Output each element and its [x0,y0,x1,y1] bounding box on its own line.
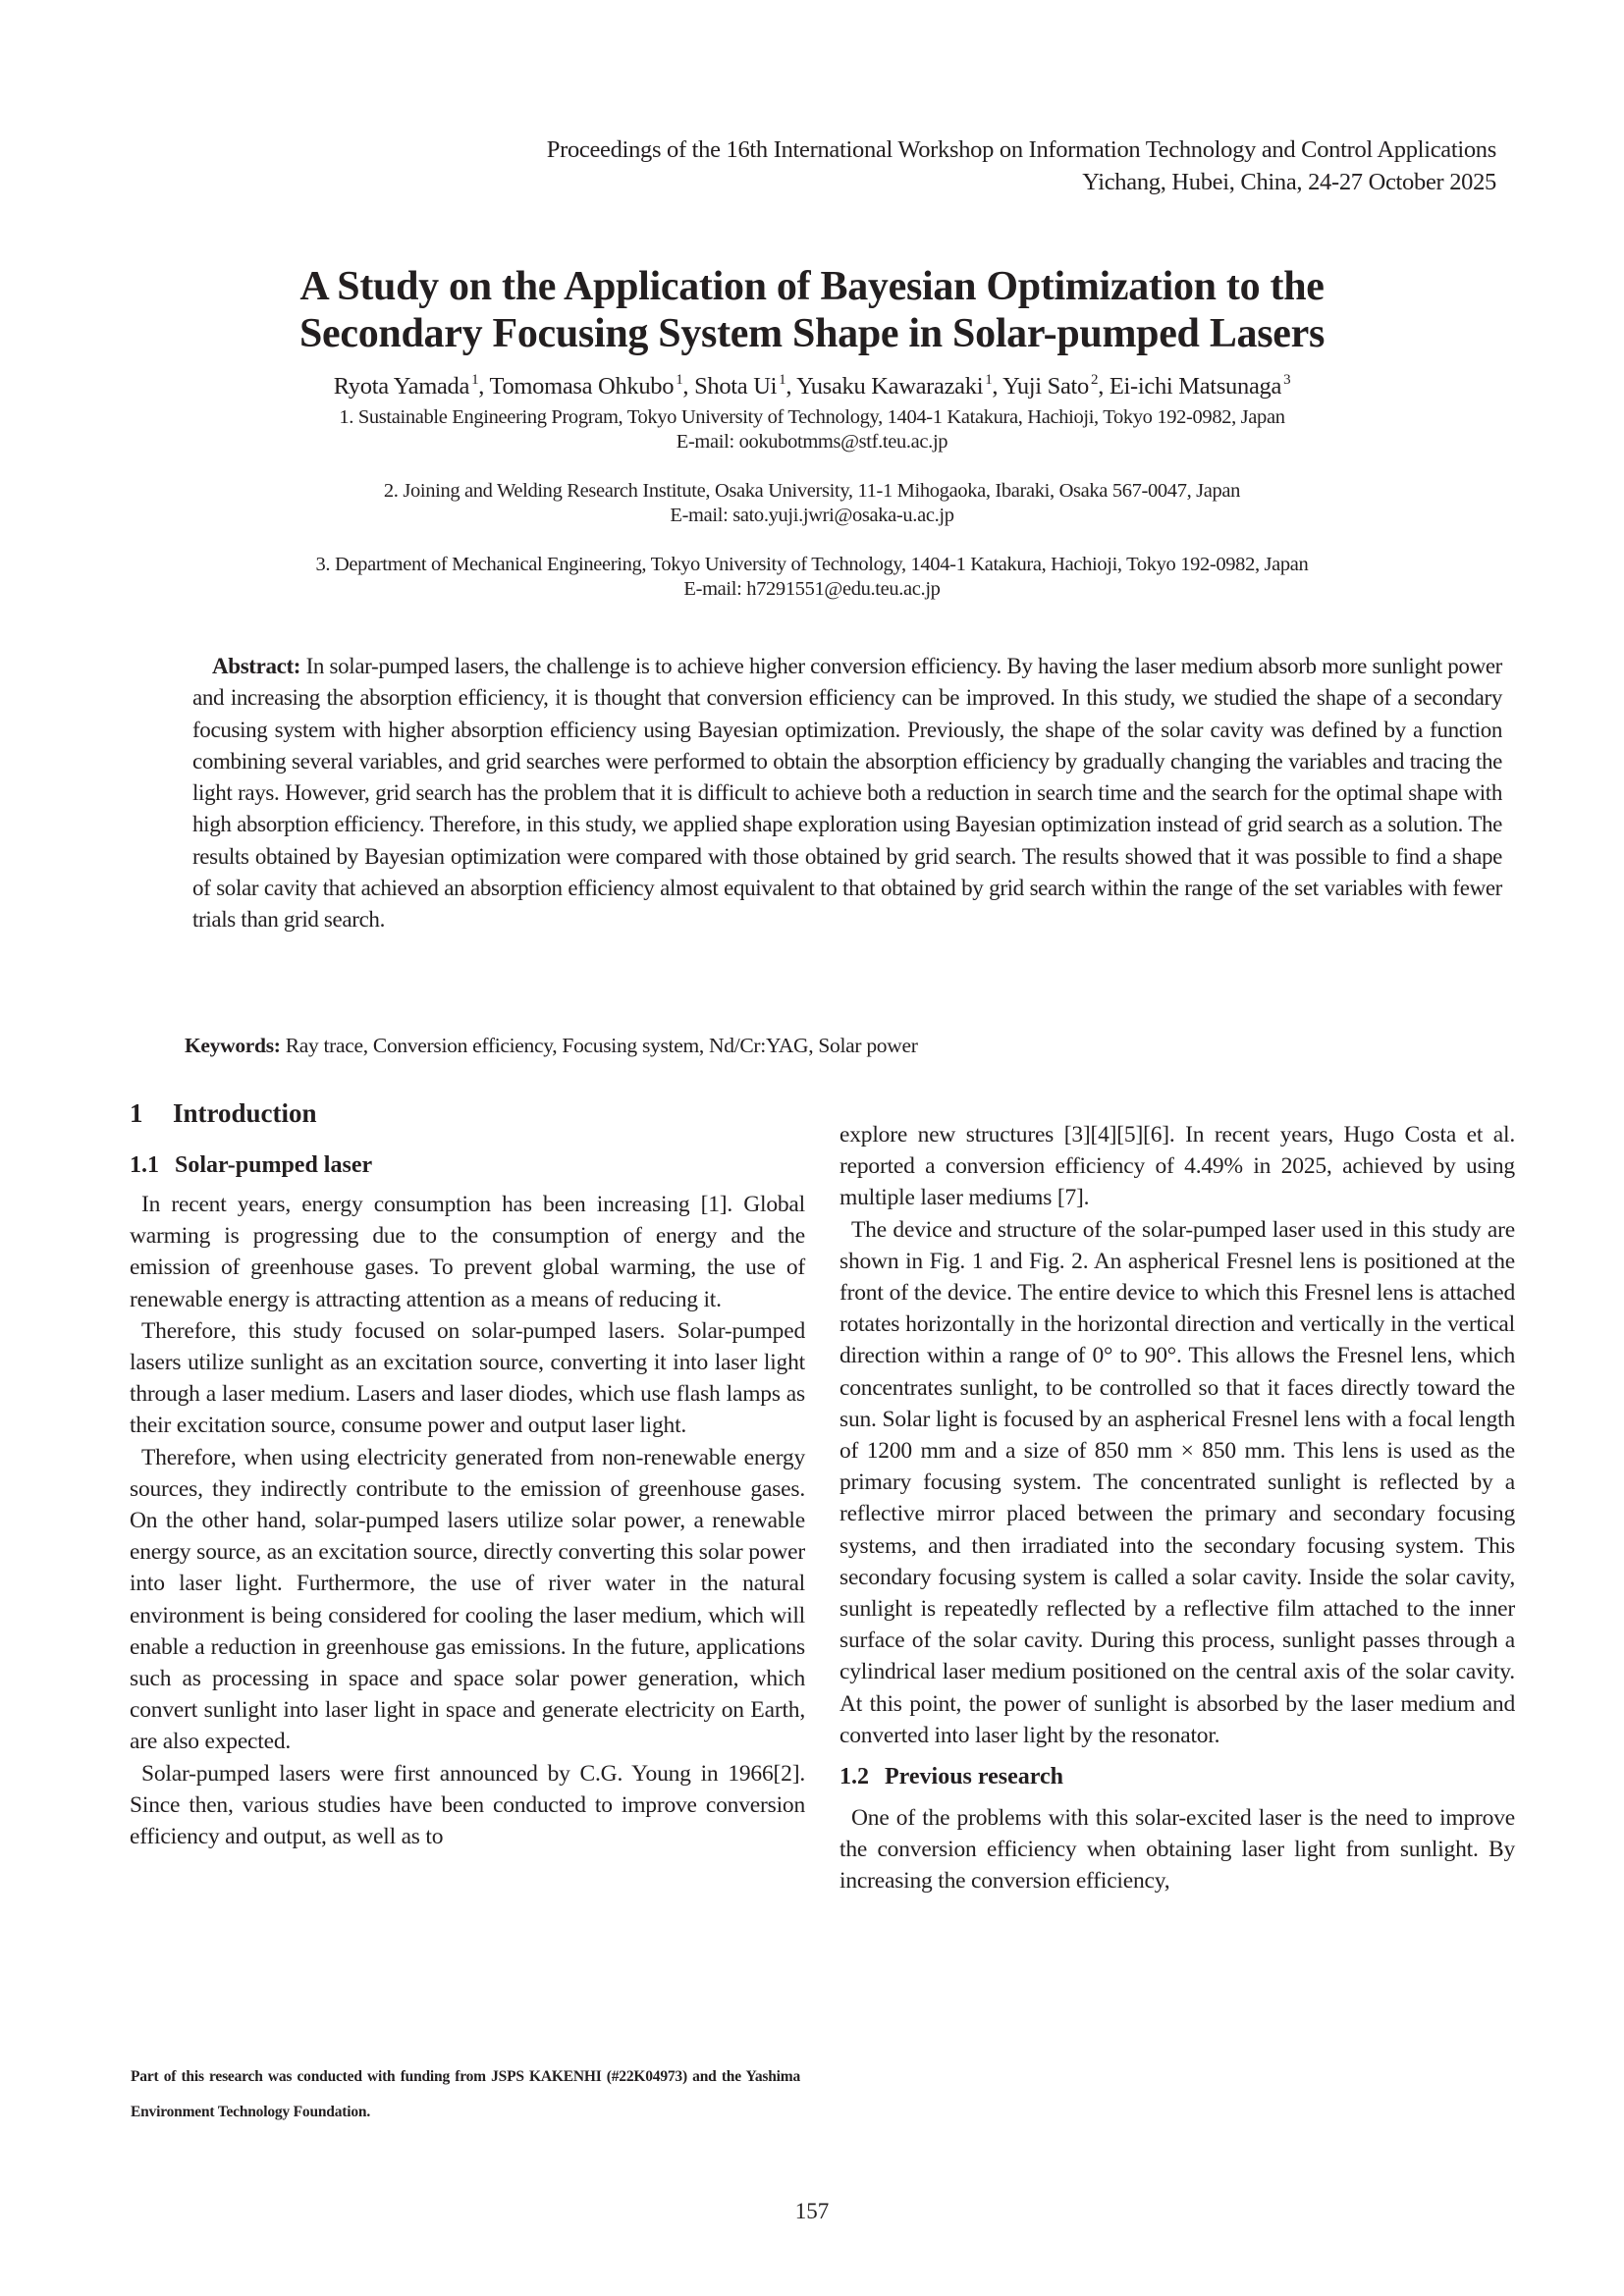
affiliation-3 [0,553,1624,602]
author-affiliation-mark: 1 [471,372,479,388]
subsection-heading-previous-research [839,1761,1515,1792]
right-column [839,1119,1515,1897]
affiliation-text: 1. Sustainable Engineering Program, Tokyo University of Technology, 1404-1 Katakura, Hachioji, Tokyo 192-0982, Japan [339,406,1285,428]
proceedings-line2: Yichang, Hubei, China, 24-27 October 2025 [1082,169,1496,195]
paragraph: The device and structure of the solar-pumped laser used in this study are shown in Fig. 1 and Fig. 2. An aspherical Fresnel lens is positioned at the front of the device. The entire device to which this Fresnel lens is attached rotates horizontally in the horizontal direction and vertically in the vertical direction within a range of 0° to 90°. This allows the Fresnel lens, which concentrates sunlight, to be controlled so that it faces directly toward the sun. Solar light is focused by an aspherical Fresnel lens with a focal length of 1200 mm and a size of 850 mm × 850 mm. This lens is used as the primary focusing system. The concentrated sunlight is reflected by a reflective mirror placed between the primary and secondary focusing systems, and then irradiated into the secondary focusing system. This secondary focusing system is called a solar cavity. Inside the solar cavity, sunlight is repeatedly reflected by a reflective film attached to the inner surface of the solar cavity. During this process, sunlight passes through a cylindrical laser medium positioned on the central axis of the solar cavity. At this point, the power of sunlight is absorbed by the laser medium and converted into laser light by the resonator. [839,1216,1515,1748]
author [489,373,694,400]
title-line1: A Study on the Application of Bayesian Optimization to the [299,264,1325,309]
keywords-text: Ray trace, Conversion efficiency, Focusing system, Nd/Cr:YAG, Solar power [280,1034,918,1057]
page-number: 157 [794,2199,830,2223]
title-line2: Secondary Focusing System Shape in Solar-pumped Lasers [298,311,1326,356]
funding-footnote: Part of this research was conducted with funding from JSPS KAKENHI (#22K04973) and the Yashima Environment Technology Foundation. [131,2068,800,2120]
section-number: 1 [130,1098,143,1128]
section-heading-introduction [130,1096,805,1130]
author [334,373,490,400]
author-affiliation-mark: 1 [985,372,993,388]
affiliation-1 [0,405,1624,454]
abstract-text: In solar-pumped lasers, the challenge is to achieve higher conversion efficiency. By having the laser medium absorb more sunlight power and increasing the absorption efficiency, it is thought that conversion efficiency can be improved. In this study, we studied the shape of a secondary focusing system with higher absorption efficiency using Bayesian optimization. Previously, the shape of the solar cavity was defined by a function combining several variables, and grid searches were performed to obtain the absorption efficiency by gradually changing the variables and tracing the light rays. However, grid search has the problem that it is difficult to achieve both a reduction in search time and the search for the optimal shape with high absorption efficiency. Therefore, in this study, we applied shape exploration using Bayesian optimization instead of grid search as a solution. The results obtained by Bayesian optimization were compared with those obtained by grid search. The results showed that it was possible to find a shape of solar cavity that achieved an absorption efficiency almost equivalent to that obtained by grid search within the range of the set variables with fewer trials than grid search. [192,654,1502,933]
author-name: Yuji Sato [1002,373,1089,400]
subsection-number: 1.2 [839,1764,869,1790]
affiliation-text: 3. Department of Mechanical Engineering, Tokyo University of Technology, 1404-1 Katakura, Hachioji, Tokyo 192-0982, Japan [315,554,1309,575]
proceedings-line1: Proceedings of the 16th International Workshop on Information Technology and Control Applications [546,136,1496,163]
affiliation-email[interactable]: E-mail: h7291551@edu.teu.ac.jp [683,578,941,600]
keywords [185,1031,918,1060]
subsection-title: Solar-pumped laser [175,1152,373,1178]
paragraph: Therefore, when using electricity generated from non-renewable energy sources, they indirectly contribute to the emission of greenhouse gases. On the other hand, solar-pumped lasers utilize solar power, a renewable energy source, as an excitation source, directly converting this solar power into laser light. Furthermore, the use of river water in the natural environment is being considered for cooling the laser medium, which will enable a reduction in greenhouse gas emissions. In the future, applications such as processing in space and space solar power generation, which convert sunlight into laser light in space and generate electricity on Earth, are also expected. [130,1444,805,1755]
author [1002,373,1110,400]
abstract-label: Abstract: [212,654,301,678]
paper-title [0,263,1624,357]
paragraph: One of the problems with this solar-excited laser is the need to improve the conversion efficiency when obtaining laser light from sunlight. By increasing the conversion efficiency, [839,1805,1515,1895]
author-name: Yusaku Kawarazaki [796,373,984,400]
affiliation-email[interactable]: E-mail: ookubotmms@stf.teu.ac.jp [676,431,948,453]
author-separator: , [992,373,1003,400]
keywords-label: Keywords: [185,1034,281,1057]
author-separator: , [1098,373,1110,400]
paragraph: explore new structures [3][4][5][6]. In recent years, Hugo Costa et al. reported a conversion efficiency of 4.49% in 2025, achieved by using multiple laser mediums [7]. [839,1122,1515,1211]
affiliation-email[interactable]: E-mail: sato.yuji.jwri@osaka-u.ac.jp [670,505,954,526]
paragraph: In recent years, energy consumption has been increasing [1]. Global warming is progressing due to the consumption of energy and the emission of greenhouse gases. To prevent global warming, the use of renewable energy is attracting attention as a means of reducing it. [130,1192,805,1312]
author-name: Tomomasa Ohkubo [489,373,675,400]
left-column [130,1096,805,1852]
author [796,373,1002,400]
subsection-heading-solar-pumped-laser [130,1149,805,1181]
author-affiliation-mark: 1 [779,372,786,388]
author-name: Ryota Yamada [333,373,470,400]
author [694,373,796,400]
author-name: Shota Ui [694,373,778,400]
author-list [0,365,1624,401]
author-affiliation-mark: 1 [676,372,683,388]
proceedings-header [547,133,1496,198]
author-affiliation-mark: 3 [1283,372,1291,388]
affiliation-text: 2. Joining and Welding Research Institute, Osaka University, 11-1 Mihogaoka, Ibaraki, Osaka 567-0047, Japan [383,480,1241,502]
author-separator: , [478,373,490,400]
abstract [192,651,1502,936]
author-separator: , [785,373,797,400]
author-affiliation-mark: 2 [1091,372,1099,388]
author-name: Ei-ichi Matsunaga [1109,373,1282,400]
author-separator: , [682,373,695,400]
subsection-title: Previous research [885,1764,1063,1790]
author [1110,373,1290,400]
affiliation-2 [0,479,1624,528]
subsection-number: 1.1 [130,1152,159,1178]
paragraph: Solar-pumped lasers were first announced by C.G. Young in 1966[2]. Since then, various studies have been conducted to improve conversion efficiency and output, as well as to [130,1760,805,1850]
paragraph: Therefore, this study focused on solar-pumped lasers. Solar-pumped lasers utilize sunlight as an excitation source, converting it into laser light through a laser medium. Lasers and laser diodes, which use flash lamps as their excitation source, consume power and output laser light. [130,1317,805,1439]
section-title: Introduction [173,1098,317,1128]
